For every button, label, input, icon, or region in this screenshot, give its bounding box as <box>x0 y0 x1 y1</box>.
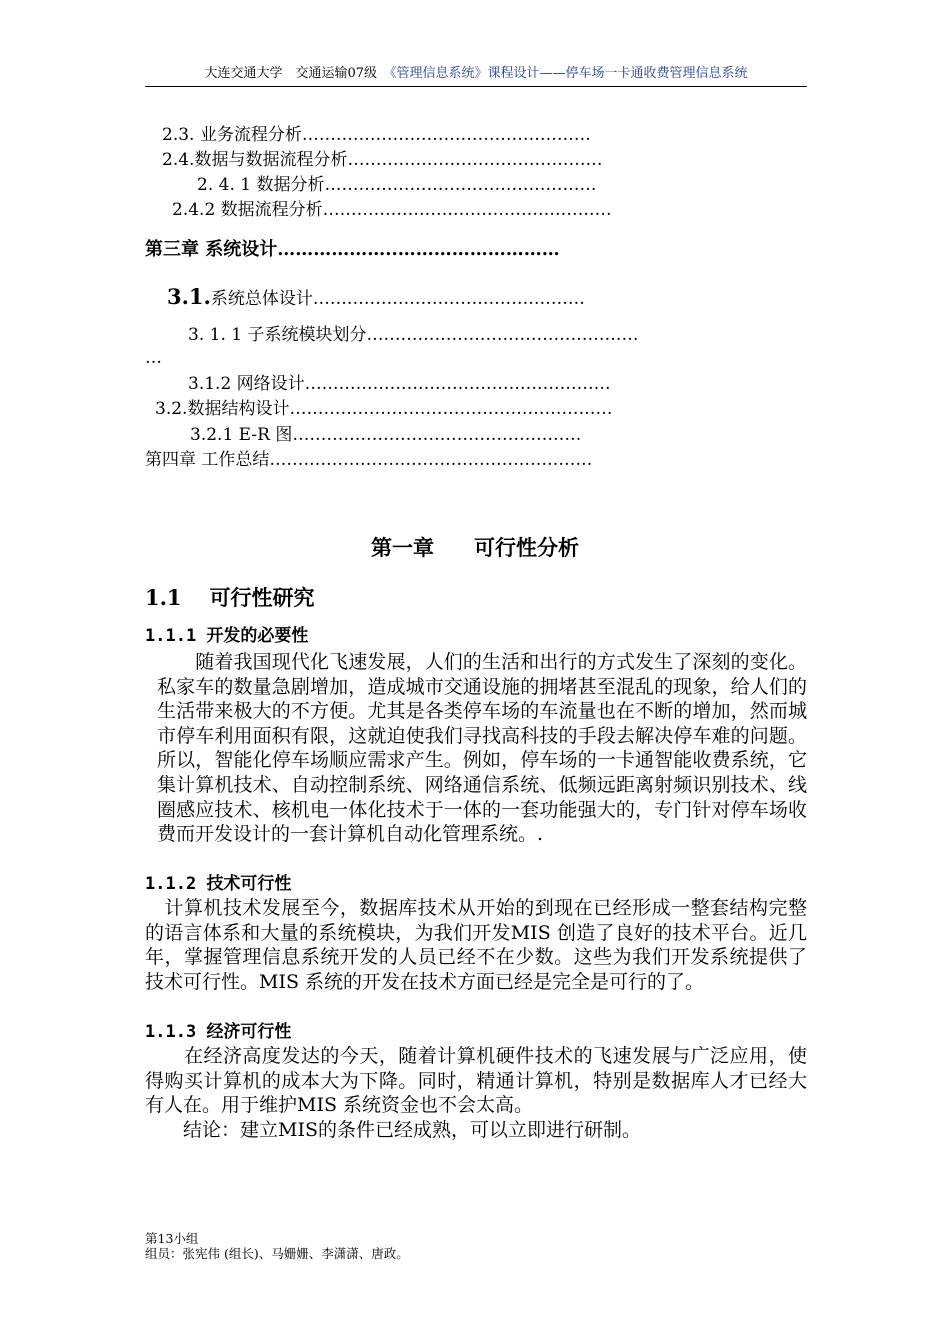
toc-entry-3-2: 3.2.数据结构设计………………………………………………… <box>155 399 613 419</box>
header-school: 大连交通大学 交通运输07级 <box>204 66 391 81</box>
page-footer <box>145 1231 409 1261</box>
toc-entry-2-4-2: 2.4.2 数据流程分析…………………………………………… <box>172 200 612 220</box>
subsection-heading-1-1-2 <box>145 873 291 895</box>
footer-members: 组员：张宪伟 (组长)、马姗姗、李潇潇、唐政。 <box>145 1246 409 1261</box>
toc-entry-2-3: 2.3. 业务流程分析…………………………………………… <box>162 125 591 145</box>
subsection-title: 技术可行性 <box>206 874 292 894</box>
toc-entry-2-4: 2.4.数据与数据流程分析……………………………………… <box>162 150 603 170</box>
subsection-number: 1.1.2 <box>145 874 197 894</box>
subsection-title: 开发的必要性 <box>206 626 309 646</box>
toc-entry-3-1-1-overflow: … <box>145 348 162 368</box>
paragraph-conclusion: 结论：建立MIS的条件已经成熟，可以立即进行研制。 <box>145 1119 641 1141</box>
page-header <box>145 64 807 87</box>
paragraph-necessity: 随着我国现代化飞速发展，人们的生活和出行的方式发生了深刻的变化。私家车的数量急剧增加，造成城市交通设施的拥堵甚至混乱的现象，给人们的生活带来极大的不方便。尤其是各类停车场的车流量也在不断的增加，然而城市停车利用面积有限，这就迫使我们寻找高科技的手段去解决停车难的问题。所以，智能化停车场顺应需求产生。例如，停车场的一卡通智能收费系统，它集计算机技术、自动控制系统、网络通信系统、低频远距离射频识别技术、线圈感应技术、核机电一体化技术于一体的一套功能强大的，专门针对停车场收费而开发设计的一套计算机自动化管理系统。. <box>157 651 807 846</box>
section-heading <box>145 583 315 613</box>
toc-entry-chapter-3: 第三章 系统设计………………..……………………… <box>145 239 560 260</box>
toc-entry-3-1-text: 系统总体设计………………………………………… <box>210 289 585 309</box>
chapter-heading <box>0 533 950 563</box>
toc-entry-chapter-4: 第四章 工作总结………………………………………………… <box>145 450 593 470</box>
subsection-title: 经济可行性 <box>206 1022 292 1042</box>
header-course-title: 《管理信息系统》课程设计——停车场一卡通收费管理信息系统 <box>390 66 748 81</box>
subsection-heading-1-1-1 <box>145 625 308 647</box>
toc-entry-3-1-number: 3.1. <box>167 284 211 309</box>
footer-group: 第13小组 <box>145 1231 199 1246</box>
toc-entry-3-2-1: 3.2.1 E-R 图…………………………………………… <box>190 425 582 445</box>
toc-entry-3-1 <box>167 285 585 311</box>
subsection-number: 1.1.3 <box>145 1022 197 1042</box>
toc-entry-3-1-2: 3.1.2 网络设计……………………………………………… <box>188 374 611 394</box>
toc-entry-3-1-1: 3. 1. 1 子系统模块划分………………………………………… <box>188 325 639 345</box>
toc-entry-2-4-1: 2. 4. 1 数据分析………………………………………… <box>197 175 597 195</box>
section-title: 可行性研究 <box>209 585 315 610</box>
subsection-number: 1.1.1 <box>145 626 197 646</box>
paragraph-economic-feasibility: 在经济高度发达的今天，随着计算机硬件技术的飞速发展与广泛应用，使得购买计算机的成本大为下降。同时，精通计算机，特别是数据库人才已经大有人在。用于维护MIS 系统资金也不会太高。 <box>145 1045 807 1117</box>
chapter-title: 可行性分析 <box>474 535 579 560</box>
paragraph-technical-feasibility: 计算机技术发展至今，数据库技术从开始的到现在已经形成一整套结构完整的语言体系和大量的系统模块，为我们开发MIS 创造了良好的技术平台。近几年，掌握管理信息系统开发的人员已经不在少数。这些为我们开发系统提供了技术可行性。MIS 系统的开发在技术方面已经是完全是可行的了。 <box>145 897 807 993</box>
subsection-heading-1-1-3 <box>145 1021 291 1043</box>
section-number: 1.1 <box>145 585 182 610</box>
chapter-number: 第一章 <box>371 535 434 560</box>
